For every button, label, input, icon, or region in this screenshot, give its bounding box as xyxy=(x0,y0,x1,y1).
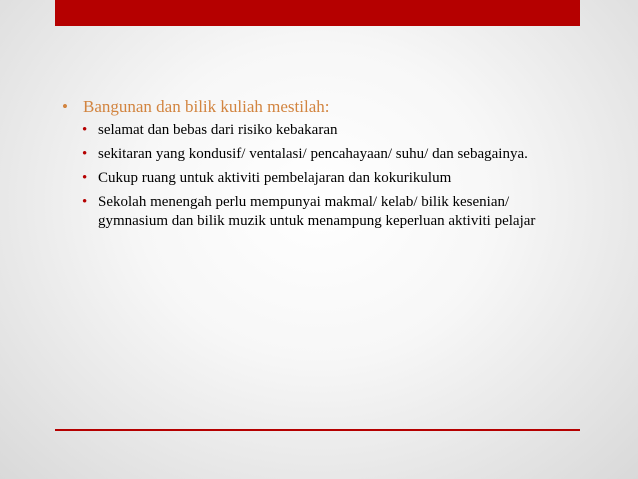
bottom-divider xyxy=(55,429,580,431)
top-accent-bar xyxy=(55,0,580,26)
bullet-icon: • xyxy=(82,122,88,138)
list-item xyxy=(62,169,582,188)
bullet-icon: • xyxy=(82,194,88,210)
list-item xyxy=(62,121,582,140)
bullet-icon: • xyxy=(82,170,88,186)
slide-content xyxy=(62,96,582,236)
slide-heading xyxy=(62,96,582,118)
list-item-text: Cukup ruang untuk aktiviti pembelajaran dan kokurikulum xyxy=(98,170,452,186)
list-item-text: selamat dan bebas dari risiko kebakaran xyxy=(98,122,338,138)
heading-text: Bangunan dan bilik kuliah mestilah: xyxy=(83,97,330,116)
list-item xyxy=(62,145,582,164)
list-item xyxy=(62,193,582,231)
list-item-text: sekitaran yang kondusif/ ventalasi/ pencahayaan/ suhu/ dan sebagainya. xyxy=(98,146,528,162)
bullet-icon: • xyxy=(82,146,88,162)
bullet-icon: • xyxy=(62,97,68,116)
list-item-text: Sekolah menengah perlu mempunyai makmal/ kelab/ bilik kesenian/ gymnasium dan bilik muzik untuk menampung keperluan aktiviti pelajar xyxy=(98,194,536,229)
